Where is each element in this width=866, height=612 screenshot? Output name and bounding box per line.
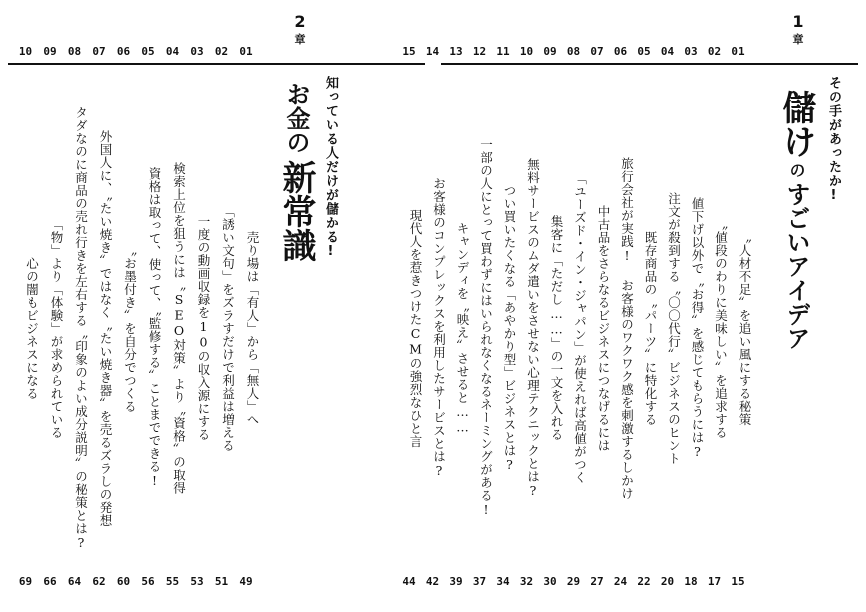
entry-title: 売り場は「有人」から「無人」へ: [245, 230, 260, 426]
chapter-number: 1: [792, 12, 804, 31]
entry-page-number: 53: [190, 575, 204, 588]
entry-number: 04: [165, 45, 180, 58]
entry-title: キャンディを〝映え〟させると……: [455, 221, 470, 435]
entry-page-number: 29: [566, 575, 581, 588]
chapter-title-part: 儲け: [776, 90, 816, 158]
entry-number: 10: [519, 45, 534, 58]
entry-page-number: 55: [165, 575, 180, 588]
entry-number: 06: [116, 45, 131, 58]
toc-entry[interactable]: [679, 84, 703, 572]
entry-title: 検索上位を狙うには〝SEO対策〟より〝資格〟の取得: [171, 161, 187, 495]
entry-page-number: 22: [637, 575, 651, 588]
chapter-title-block: [825, 76, 841, 576]
entry-page-number: 42: [425, 575, 440, 588]
entry-page-number: 15: [731, 575, 745, 588]
toc-entry[interactable]: [397, 84, 421, 572]
entry-page-number: 66: [43, 575, 57, 588]
entry-title: 外国人に、〝たい焼き〟ではなく〝たい焼き器〟を売るズラしの発想: [98, 129, 113, 527]
entry-page-number: 51: [214, 575, 229, 588]
entry-page-number: 34: [496, 575, 510, 588]
toc-entry[interactable]: [63, 84, 87, 572]
chapter-word: 章: [792, 33, 804, 46]
entry-page-number: 17: [707, 575, 722, 588]
entry-number: 15: [402, 45, 416, 58]
toc-entry[interactable]: [14, 84, 38, 572]
toc-entry[interactable]: [703, 84, 727, 572]
entry-title: お客様のコンプレックスを利用したサービスとは?: [431, 177, 447, 479]
toc-entry[interactable]: [112, 84, 136, 572]
entry-title: 無料サービスのムダ遣いをさせない心理テクニックとは?: [525, 157, 541, 499]
entry-page-number: 32: [519, 575, 534, 588]
entry-title: 集客に「ただし……」の一文を入れる: [549, 215, 564, 441]
toc-page-chapter-1: [402, 0, 866, 612]
toc-entry[interactable]: [87, 84, 111, 572]
entry-page-number: 24: [613, 575, 628, 588]
entry-page-number: 39: [449, 575, 463, 588]
entry-number: 01: [239, 45, 253, 58]
toc-entry[interactable]: [38, 84, 62, 572]
toc-entry[interactable]: [656, 84, 680, 572]
entry-page-number: 37: [472, 575, 487, 588]
entry-page-number: 27: [590, 575, 604, 588]
toc-entry[interactable]: [491, 84, 515, 572]
toc-entry[interactable]: [468, 84, 492, 572]
entry-page-number: 44: [402, 575, 416, 588]
entry-title: 資格は取って、使って、〝監修する〟ことまでできる!: [147, 167, 162, 489]
toc-entry[interactable]: [185, 84, 209, 572]
entry-title: つい買いたくなる「あやかり型」ビジネスとは?: [502, 183, 517, 473]
entry-number: 02: [707, 45, 722, 58]
entry-number: 03: [684, 45, 698, 58]
entry-number: 06: [613, 45, 628, 58]
chapter-title-part: お金の: [282, 82, 310, 154]
entry-page-number: 49: [239, 575, 253, 588]
entry-title: 「ユーズド・イン・ジャパン」が使えれば高値がつく: [572, 172, 588, 484]
entry-number: 13: [449, 45, 463, 58]
entry-number: 08: [67, 45, 82, 58]
toc-entry[interactable]: [562, 84, 586, 572]
entry-title: タダなのに商品の売れ行きを左右する〝印象のよい成分説明〟の秘策とは?: [73, 105, 89, 551]
entry-title: 「誘い文句」をズラすだけで利益は増える: [220, 204, 236, 452]
toc-entry[interactable]: [136, 84, 160, 572]
entry-page-number: 56: [141, 575, 155, 588]
chapter-title-part: 新常識: [276, 160, 316, 262]
entry-title: 心の闇もビジネスになる: [24, 256, 40, 400]
header-rule: [441, 63, 858, 65]
toc-entry[interactable]: [161, 84, 185, 572]
entry-number: 07: [92, 45, 106, 58]
chapter-number: 2: [294, 12, 306, 31]
entry-title: 旅行会社が実践! お客様のワクワク感を刺激するしかけ: [619, 156, 635, 500]
entry-page-number: 62: [92, 575, 106, 588]
entry-title: 一度の動画収録を10の収入源にする: [196, 215, 211, 441]
chapter-word: 章: [294, 33, 306, 46]
entry-number: 11: [496, 45, 510, 58]
entry-number: 03: [190, 45, 204, 58]
chapter-subtitle: その手があったか!: [826, 76, 841, 204]
entry-page-number: 18: [684, 575, 698, 588]
entry-page-number: 60: [116, 575, 131, 588]
entry-number: 12: [472, 45, 487, 58]
chapter-heading: [788, 14, 808, 58]
toc-entry[interactable]: [609, 84, 633, 572]
entry-title: 中古品をさらなるビジネスにつなげるには: [596, 204, 611, 452]
chapter-title: [776, 90, 816, 590]
toc-entry[interactable]: [726, 84, 750, 572]
entry-number: 04: [660, 45, 675, 58]
toc-entry[interactable]: [515, 84, 539, 572]
entry-number: 14: [425, 45, 440, 58]
chapter-subtitle: 知っている人だけが儲かる!: [323, 76, 338, 260]
entry-number: 02: [214, 45, 229, 58]
entry-page-number: 64: [67, 575, 82, 588]
chapter-title: [276, 82, 316, 582]
toc-entry[interactable]: [234, 84, 258, 572]
toc-entry[interactable]: [538, 84, 562, 572]
entry-page-number: 20: [660, 575, 675, 588]
entry-number: 05: [637, 45, 651, 58]
entry-page-number: 30: [543, 575, 557, 588]
entry-number: 09: [43, 45, 57, 58]
entry-title: 「物」より「体験」が求められている: [49, 217, 64, 439]
entry-number: 05: [141, 45, 155, 58]
entry-number: 01: [731, 45, 745, 58]
entry-title: 〝お墨付き〟を自分でつくる: [122, 243, 138, 413]
entry-title: 一部の人にとって買わずにはいられなくなるネーミングがある!: [478, 138, 494, 518]
entry-title: 〝人材不足〟を追い風にする秘策: [737, 230, 752, 426]
chapter-title-part: の: [787, 162, 806, 178]
toc-entry[interactable]: [632, 84, 656, 572]
entry-page-number: 69: [18, 575, 33, 588]
entry-title: 値下げ以外で〝お得〟を感じてもらうには?: [690, 196, 705, 460]
entry-title: 〝値段のわりに美味しい〟を追求する: [713, 217, 729, 439]
entry-title: 既存商品の〝パーツ〟に特化する: [643, 230, 658, 426]
header-rule: [8, 63, 425, 65]
entry-number: 07: [590, 45, 604, 58]
chapter-title-block: [322, 76, 338, 576]
entry-number: 10: [18, 45, 33, 58]
toc-entry[interactable]: [585, 84, 609, 572]
toc-entry[interactable]: [421, 84, 445, 572]
toc-entry[interactable]: [444, 84, 468, 572]
entry-number: 09: [543, 45, 557, 58]
toc-entry[interactable]: [210, 84, 234, 572]
chapter-title-part: すごいアイデア: [782, 182, 810, 350]
entry-title: 現代人を惹きつけたCMの強烈なひと言: [408, 208, 423, 448]
entry-title: 注文が殺到する〝〇〇代行〟ビジネスのヒント: [666, 191, 682, 465]
entry-number: 08: [566, 45, 581, 58]
chapter-heading: [290, 14, 310, 58]
